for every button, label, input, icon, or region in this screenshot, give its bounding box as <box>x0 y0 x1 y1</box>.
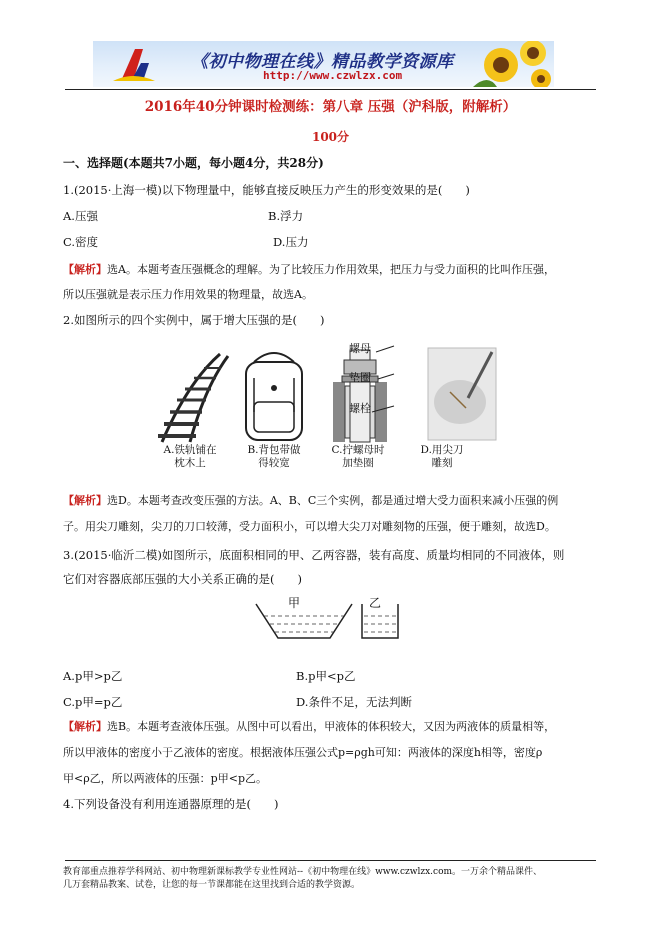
question-3-option-d: D.条件不足，无法判断 <box>296 695 412 709</box>
banner-title: 《初中物理在线》精品教学资源库 <box>191 52 454 72</box>
container-label-jia: 甲 <box>288 596 301 610</box>
question-2-stem: 2.如图所示的四个实例中，属于增大压强的是( ) <box>63 313 325 327</box>
question-3-option-b: B.p甲<p乙 <box>296 669 356 683</box>
figure-caption-a: A.铁轨铺在 枕木上 <box>163 444 217 469</box>
banner-url: http://www.czwlzx.com <box>263 69 403 82</box>
analysis-tag: 【解析】 <box>63 494 107 507</box>
figure-caption-b: B.背包带做 得较宽 <box>247 444 301 469</box>
backpack-illustration <box>246 353 302 440</box>
question-4-stem: 4.下列设备没有利用连通器原理的是( ) <box>63 797 279 811</box>
footer-line-2: 几万套精品教案、试卷，让您的每一节课都能在这里找到合适的教学资源。 <box>63 880 361 890</box>
analysis-tag: 【解析】 <box>63 263 107 276</box>
sunflower-icon <box>473 41 551 87</box>
figure-caption-c: C.拧螺母时 加垫圈 <box>331 444 385 469</box>
question-1-analysis-line-1: 【解析】选A。本题考查压强概念的理解。为了比较压力作用效果，把压力与受力面积的比叫作压强， <box>63 263 555 276</box>
document-score: 100分 <box>311 130 350 144</box>
figure-caption-d: D.用尖刀 雕刻 <box>420 444 464 469</box>
label-bolt: 螺栓 <box>349 402 371 415</box>
header-rule <box>65 89 596 90</box>
question-3-option-a: A.p甲>p乙 <box>63 669 123 683</box>
document-title: 2016年40分钟课时检测练：第八章 压强（沪科版，附解析） <box>144 99 517 115</box>
label-washer: 垫圈 <box>349 371 371 384</box>
question-3-option-c: C.p甲=p乙 <box>63 695 123 709</box>
container-jia <box>256 604 352 638</box>
question-1-option-a: A.压强 <box>63 209 98 223</box>
section-heading: 一、选择题(本题共7小题，每小题4分，共28分) <box>63 156 324 170</box>
container-label-yi: 乙 <box>369 596 382 610</box>
question-3-analysis-line-2: 所以甲液体的密度小于乙液体的密度。根据液体压强公式p=ρgh可知：两液体的深度h相等，密度ρ <box>63 746 543 759</box>
containers-figure <box>252 596 412 646</box>
question-1-option-b: B.浮力 <box>268 209 304 223</box>
bolt-and-nut-illustration <box>333 346 394 442</box>
question-3-analysis-line-3: 甲<ρ乙，所以两液体的压强：p甲<p乙。 <box>63 772 267 785</box>
question-3-analysis-line-1: 【解析】选B。本题考查液体压强。从图中可以看出，甲液体的体积较大，又因为两液体的质量相等， <box>63 720 556 733</box>
analysis-tag: 【解析】 <box>63 720 107 733</box>
footer-line-1: 教育部重点推荐学科网站、初中物理新课标教学专业性网站--《初中物理在线》www.czwlzx.com。一万余个精品课件、 <box>63 867 543 877</box>
header-banner <box>93 41 554 87</box>
knife-carving-illustration <box>428 348 496 440</box>
railway-track-illustration <box>158 354 228 442</box>
footer-rule <box>65 860 596 861</box>
logo-icon <box>113 49 155 81</box>
question-2-analysis-line-2: 子。用尖刀雕刻，尖刀的刀口较薄，受力面积小，可以增大尖刀对雕刻物的压强，便于雕刻，故选D。 <box>63 520 556 533</box>
label-nut: 螺母 <box>349 342 371 355</box>
question-3-stem-line-2: 它们对容器底部压强的大小关系正确的是( ) <box>63 572 302 586</box>
question-1-analysis-line-2: 所以压强就是表示压力作用效果的物理量，故选A。 <box>63 288 313 301</box>
question-3-stem-line-1: 3.(2015·临沂二模)如图所示，底面积相同的甲、乙两容器，装有高度、质量均相同的不同液体，则 <box>63 548 565 562</box>
question-2-analysis-line-1: 【解析】选D。本题考查改变压强的方法。A、B、C三个实例，都是通过增大受力面积来减小压强的例 <box>63 494 559 507</box>
question-1-option-c: C.密度 <box>63 235 99 249</box>
question-1-stem: 1.(2015·上海一模)以下物理量中，能够直接反映压力产生的形变效果的是( ) <box>63 183 470 197</box>
question-1-option-d: D.压力 <box>273 235 309 249</box>
